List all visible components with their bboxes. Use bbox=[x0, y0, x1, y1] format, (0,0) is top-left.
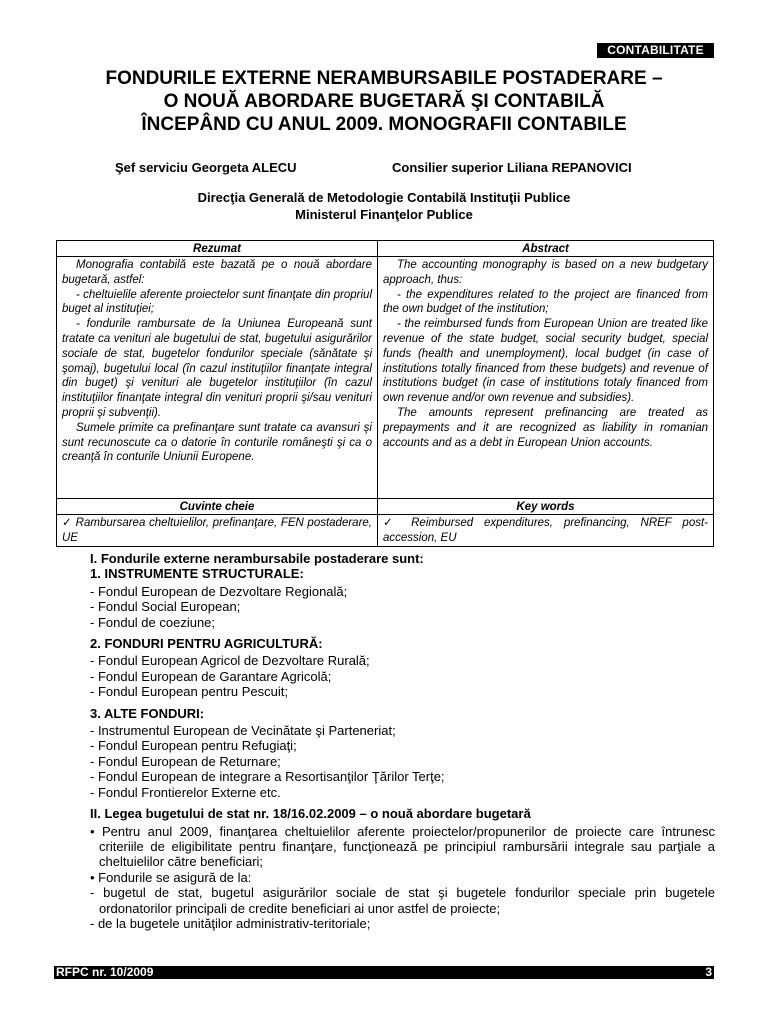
rezumat-paragraph: Sumele primite ca prefinanţare sunt tratate ca avansuri şi sunt recunoscute ca o datorie în conturile româneşti şi ca o creanţă în conturile Uniunii Europene. bbox=[62, 421, 372, 464]
institution bbox=[54, 189, 714, 223]
cuvinte-cheie-value: Rambursarea cheltuielilor, prefinanţare, FEN postaderare, UE bbox=[62, 517, 372, 544]
rezumat-paragraph: - fondurile rambursate de la Uniunea Europeană sunt tratate ca venituri ale bugetului de stat, bugetului asigurărilor sociale de stat, bugetelor fondurilor speciale (sănătate şi şomaj), bugetului local (în cazul instituţiilor finanţate integral din buget) şi venituri ale bugetelor instituţiilor (în cazul instituţiilor finanţate integral din venituri proprii şi/sau venituri proprii şi subvenţii). bbox=[62, 318, 372, 419]
list-item: - Fondul European de Garantare Agricolă; bbox=[90, 668, 332, 684]
abstract-paragraph: - the expenditures related to the project are financed from the own budget of the institution; bbox=[383, 288, 708, 316]
page-number: 3 bbox=[705, 965, 712, 979]
key-words-header: Key words bbox=[378, 499, 714, 515]
list-item: • Fondurile se asigură de la: bbox=[90, 869, 252, 885]
abstract-paragraph: The amounts represent prefinancing are treated as prepayments and it are recognized as liability in romanian accounts and as a debt in European Union accounts. bbox=[383, 406, 708, 449]
section-tag: CONTABILITATE bbox=[597, 43, 714, 58]
rezumat-text bbox=[57, 257, 378, 499]
checkmark-icon: ✓ bbox=[383, 517, 401, 529]
key-words-text bbox=[378, 515, 714, 547]
list-item: - bugetul de stat, bugetul asigurărilor sociale de stat şi bugetele fondurilor speciale prin bugetele ordonatorilor principali de credite beneficiari ai unor astfel de proiecte; bbox=[90, 885, 715, 916]
list-item: - Fondul European pentru Refugiaţi; bbox=[90, 738, 297, 754]
title-line-3: ÎNCEPÂND CU ANUL 2009. MONOGRAFII CONTABILE bbox=[141, 114, 627, 135]
abstract-paragraph: The accounting monography is based on a new budgetary approach, thus: bbox=[383, 259, 708, 286]
rezumat-paragraph: - cheltuielile aferente proiectelor sunt finanţate din propriul buget al instituţiei; bbox=[62, 288, 372, 316]
rezumat-header: Rezumat bbox=[57, 241, 378, 257]
institution-line-1: Direcţia Generală de Metodologie Contabilă Instituţii Publice bbox=[197, 190, 571, 205]
cuvinte-cheie-text bbox=[57, 515, 378, 547]
list-item: - Fondul European de integrare a Resortisanţilor Ţărilor Terţe; bbox=[90, 769, 445, 785]
author-1: Şef serviciu Georgeta ALECU bbox=[115, 160, 297, 175]
section-heading: I. Fondurile externe nerambursabile postaderare sunt: bbox=[90, 551, 424, 566]
list-item: - Fondul de coeziune; bbox=[90, 614, 216, 630]
title-line-2: O NOUĂ ABORDARE BUGETARĂ ŞI CONTABILĂ bbox=[163, 91, 605, 112]
abstract-paragraph: - the reimbursed funds from European Union are treated like revenue of the state budget, social security budget, special funds (health and unemployment), local budget (in case of institutions totally financed from these budgets) and revenue of institutions budget (in case of institutions totaly financed from own revenue and/or own revenue and subsidies). bbox=[383, 318, 708, 405]
rezumat-paragraph: Monografia contabilă este bazată pe o nouă abordare bugetară, astfel: bbox=[62, 259, 372, 286]
checkmark-icon: ✓ bbox=[62, 517, 73, 529]
list-item: - Fondul European pentru Pescuit; bbox=[90, 684, 289, 700]
list-item: - Fondul Frontierelor Externe etc. bbox=[90, 784, 281, 800]
subsection-heading: 3. ALTE FONDURI: bbox=[90, 705, 205, 721]
subsection-heading: 1. INSTRUMENTE STRUCTURALE: bbox=[90, 566, 304, 582]
subsection-heading: 2. FONDURI PENTRU AGRICULTURĂ: bbox=[90, 636, 323, 652]
list-item: - Instrumentul European de Vecinătate şi Parteneriat; bbox=[90, 723, 396, 739]
abstract-table bbox=[56, 240, 714, 547]
author-2: Consilier superior Liliana REPANOVICI bbox=[392, 160, 632, 175]
list-item: - Fondul European Agricol de Dezvoltare Rurală; bbox=[90, 653, 370, 669]
title-line-1: FONDURILE EXTERNE NERAMBURSABILE POSTADERARE – bbox=[105, 68, 663, 89]
journal-issue: RFPC nr. 10/2009 bbox=[56, 965, 154, 979]
list-item: - Fondul Social European; bbox=[90, 599, 241, 615]
list-item: - Fondul European de Dezvoltare Regională; bbox=[90, 583, 348, 599]
article-body bbox=[90, 551, 715, 931]
authors bbox=[115, 160, 715, 178]
list-item: - Fondul European de Returnare; bbox=[90, 753, 281, 769]
cuvinte-cheie-header: Cuvinte cheie bbox=[57, 499, 378, 515]
section-heading: II. Legea bugetului de stat nr. 18/16.02.2009 – o nouă abordare bugetară bbox=[90, 806, 531, 822]
list-item: - de la bugetele unităţilor administrativ-teritoriale; bbox=[90, 915, 371, 931]
article-title bbox=[54, 67, 714, 136]
institution-line-2: Ministerul Finanţelor Publice bbox=[295, 207, 473, 222]
page-footer bbox=[54, 966, 714, 979]
list-item: • Pentru anul 2009, finanţarea cheltuielilor aferente proiectelor/propunerilor de proiecte care întrunesc criteriile de eligibilitate pentru finanţare, funcţionează pe principiul rambursării integrale sau parţiale a cheltuielilor către beneficiari; bbox=[90, 823, 715, 870]
abstract-text bbox=[378, 257, 714, 499]
abstract-header: Abstract bbox=[378, 241, 714, 257]
key-words-value: Reimbursed expenditures, prefinancing, NREF post-accession, EU bbox=[383, 517, 709, 544]
